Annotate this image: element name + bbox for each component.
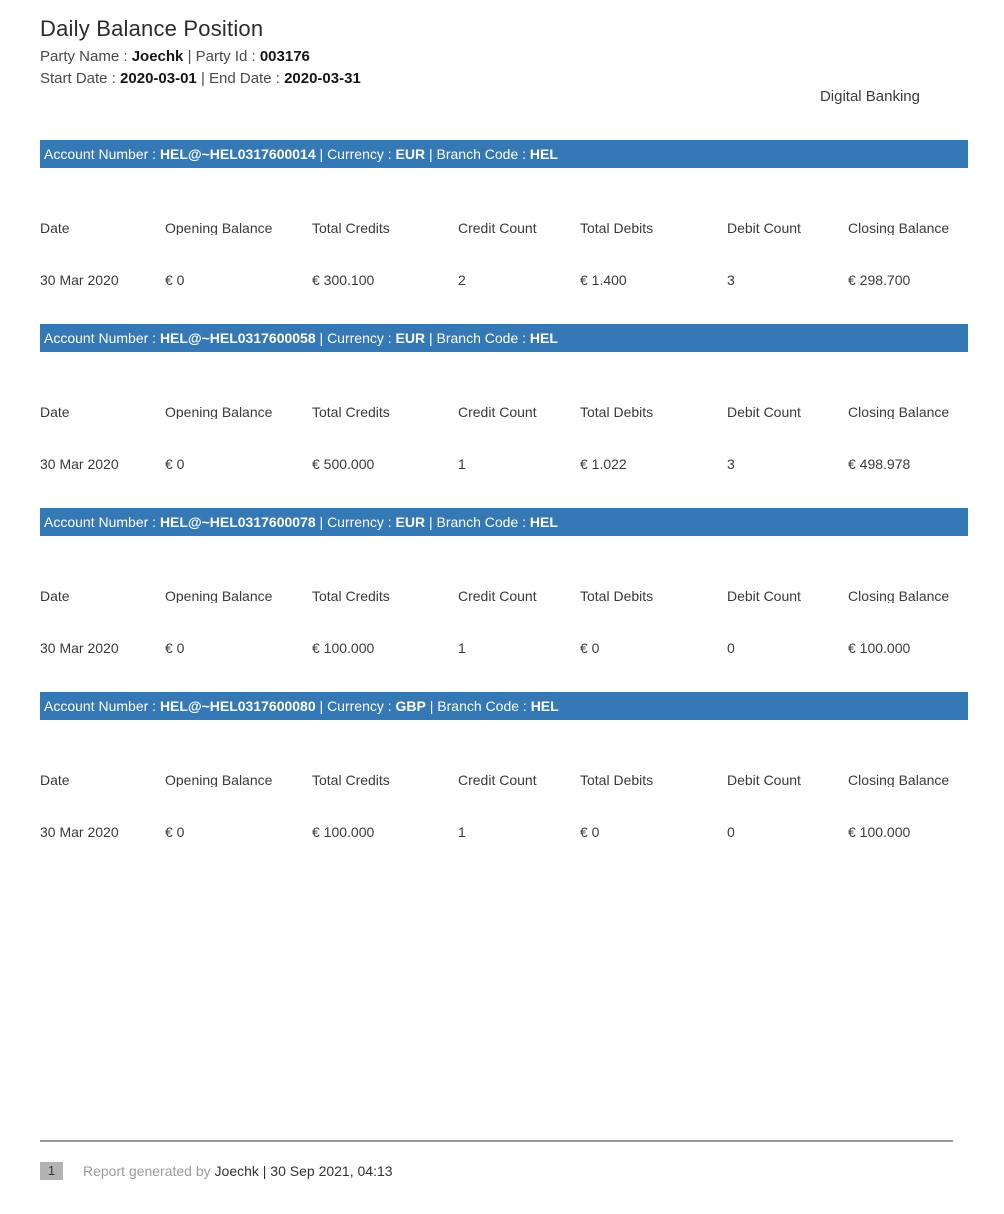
balance-table xyxy=(40,168,968,324)
column-header: Total Debits xyxy=(580,588,654,603)
currency-label: Currency : xyxy=(327,146,396,162)
table-cell: 1 xyxy=(458,456,466,472)
table-cell: € 0 xyxy=(580,824,600,840)
report-header xyxy=(0,0,1004,105)
column-header: Credit Count xyxy=(458,404,537,419)
column-header: Total Debits xyxy=(580,220,654,235)
table-cell: € 0 xyxy=(165,640,185,656)
balance-table xyxy=(40,536,968,692)
table-cell: 3 xyxy=(727,456,735,472)
column-header: Total Debits xyxy=(580,404,654,419)
bar-separator: | xyxy=(315,146,328,162)
currency-value: EUR xyxy=(395,146,426,162)
currency-label: Currency : xyxy=(327,330,396,346)
bar-separator: | xyxy=(425,146,437,162)
branch-code-label: Branch Code : xyxy=(436,514,530,530)
bar-separator: | xyxy=(315,330,328,346)
column-header: Opening Balance xyxy=(165,220,273,235)
column-header: Total Debits xyxy=(580,772,654,787)
column-header: Date xyxy=(40,772,70,787)
table-cell: 3 xyxy=(727,272,735,288)
table-cell: € 100.000 xyxy=(312,640,375,656)
account-section xyxy=(0,324,1004,508)
account-header-bar xyxy=(40,692,968,720)
account-number-label: Account Number : xyxy=(44,514,160,530)
column-header: Closing Balance xyxy=(848,588,950,603)
account-section xyxy=(0,508,1004,692)
bar-separator: | xyxy=(425,514,437,530)
table-cell: € 100.000 xyxy=(312,824,375,840)
bar-separator: | xyxy=(315,698,328,714)
account-number-value: HEL@~HEL0317600080 xyxy=(159,698,316,714)
account-number-value: HEL@~HEL0317600014 xyxy=(159,146,316,162)
party-id-value: 003176 xyxy=(259,48,310,65)
branch-code-value: HEL xyxy=(530,698,559,714)
currency-label: Currency : xyxy=(327,514,396,530)
column-header: Debit Count xyxy=(727,404,801,419)
generated-text xyxy=(83,1162,393,1180)
generated-by-value: Joechk | 30 Sep 2021, 04:13 xyxy=(214,1163,393,1179)
table-cell: 2 xyxy=(458,272,466,288)
account-number-value: HEL@~HEL0317600078 xyxy=(159,514,316,530)
table-cell: € 300.100 xyxy=(312,272,375,288)
column-header: Date xyxy=(40,220,70,235)
branch-code-value: HEL xyxy=(529,146,558,162)
bar-separator: | xyxy=(425,698,438,714)
column-header: Credit Count xyxy=(458,220,537,235)
column-header: Closing Balance xyxy=(848,404,950,419)
footer-row xyxy=(40,1162,968,1180)
table-cell: 30 Mar 2020 xyxy=(40,640,119,656)
table-cell: 30 Mar 2020 xyxy=(40,456,119,472)
end-date-label: | End Date : xyxy=(196,70,285,87)
table-cell: € 0 xyxy=(165,272,185,288)
date-range-line xyxy=(40,68,964,90)
page-number: 1 xyxy=(40,1162,63,1180)
report-footer xyxy=(40,1140,968,1180)
balance-table xyxy=(40,352,968,508)
party-name-value: Joechk xyxy=(131,48,184,65)
table-cell: 30 Mar 2020 xyxy=(40,272,119,288)
column-header: Total Credits xyxy=(312,220,390,235)
column-header: Credit Count xyxy=(458,772,537,787)
table-cell: 1 xyxy=(458,824,466,840)
table-cell: 0 xyxy=(727,640,735,656)
table-cell: € 100.000 xyxy=(848,640,911,656)
column-header: Opening Balance xyxy=(165,772,273,787)
currency-value: GBP xyxy=(395,698,426,714)
table-cell: € 100.000 xyxy=(848,824,911,840)
branch-code-label: Branch Code : xyxy=(436,146,530,162)
table-cell: € 500.000 xyxy=(312,456,375,472)
party-name-label: Party Name : xyxy=(40,48,132,65)
table-header-row xyxy=(40,720,968,787)
branch-code-label: Branch Code : xyxy=(436,330,530,346)
bar-separator: | xyxy=(425,330,437,346)
account-sections xyxy=(0,140,1004,876)
account-header-bar xyxy=(40,508,968,536)
currency-value: EUR xyxy=(395,330,426,346)
table-row xyxy=(40,235,968,324)
column-header: Closing Balance xyxy=(848,772,950,787)
branch-code-value: HEL xyxy=(529,330,558,346)
table-cell: 1 xyxy=(458,640,466,656)
account-section xyxy=(0,692,1004,876)
account-number-label: Account Number : xyxy=(44,330,160,346)
bar-separator: | xyxy=(315,514,328,530)
table-cell: € 0 xyxy=(165,456,185,472)
generated-by-label: Report generated by xyxy=(83,1163,211,1179)
brand-label: Digital Banking xyxy=(819,88,920,105)
table-header-row xyxy=(40,352,968,419)
column-header: Date xyxy=(40,588,70,603)
table-cell: € 0 xyxy=(165,824,185,840)
table-cell: 30 Mar 2020 xyxy=(40,824,119,840)
table-cell: € 1.022 xyxy=(580,456,627,472)
table-cell: € 298.700 xyxy=(848,272,911,288)
table-header-row xyxy=(40,168,968,235)
table-row xyxy=(40,787,968,876)
column-header: Total Credits xyxy=(312,404,390,419)
account-number-label: Account Number : xyxy=(44,698,160,714)
account-header-bar xyxy=(40,140,968,168)
start-date-label: Start Date : xyxy=(40,70,121,87)
table-cell: € 0 xyxy=(580,640,600,656)
party-id-label: | Party Id : xyxy=(183,48,260,65)
column-header: Credit Count xyxy=(458,588,537,603)
column-header: Debit Count xyxy=(727,588,801,603)
balance-table xyxy=(40,720,968,876)
table-row xyxy=(40,603,968,692)
column-header: Opening Balance xyxy=(165,404,273,419)
account-number-value: HEL@~HEL0317600058 xyxy=(159,330,316,346)
account-section xyxy=(0,140,1004,324)
column-header: Opening Balance xyxy=(165,588,273,603)
column-header: Total Credits xyxy=(312,772,390,787)
column-header: Total Credits xyxy=(312,588,390,603)
currency-label: Currency : xyxy=(327,698,396,714)
column-header: Closing Balance xyxy=(848,220,950,235)
branch-code-value: HEL xyxy=(529,514,558,530)
branch-code-label: Branch Code : xyxy=(437,698,531,714)
end-date-value: 2020-03-31 xyxy=(284,70,361,87)
account-number-label: Account Number : xyxy=(44,146,160,162)
column-header: Debit Count xyxy=(727,220,801,235)
table-header-row xyxy=(40,536,968,603)
start-date-value: 2020-03-01 xyxy=(120,70,197,87)
column-header: Date xyxy=(40,404,70,419)
party-line xyxy=(40,46,964,68)
footer-divider xyxy=(40,1140,953,1142)
page-title: Daily Balance Position xyxy=(40,16,264,41)
currency-value: EUR xyxy=(395,514,426,530)
account-header-bar xyxy=(40,324,968,352)
column-header: Debit Count xyxy=(727,772,801,787)
table-row xyxy=(40,419,968,508)
table-cell: € 1.400 xyxy=(580,272,627,288)
table-cell: € 498.978 xyxy=(848,456,911,472)
table-cell: 0 xyxy=(727,824,735,840)
